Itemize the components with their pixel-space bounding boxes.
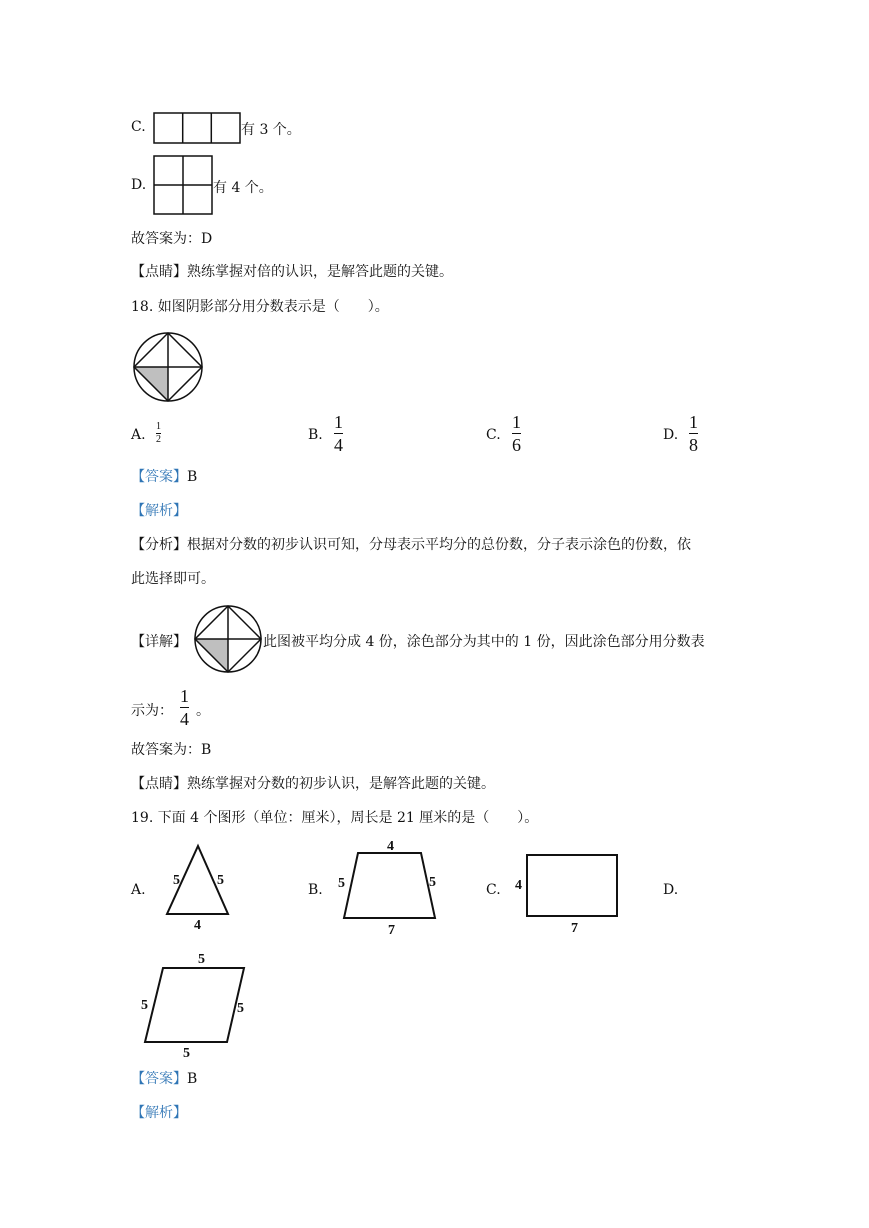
q18-comment: 【点睛】熟练掌握对分数的初步认识，是解答此题的关键。 — [131, 776, 495, 792]
q18-analysis-tag: 【解析】 — [131, 503, 187, 519]
trapezoid-top-side: 4 — [387, 839, 394, 854]
fraction-denominator: 2 — [156, 434, 161, 445]
rectangle-left-side: 4 — [515, 878, 522, 893]
q18-final-answer: 故答案为：B — [131, 742, 212, 758]
parallelogram-top-side: 5 — [198, 952, 205, 967]
q18-analysis-line1: 【分析】根据对分数的初步认识可知，分母表示平均分的总份数，分子表示涂色的份数，依 — [131, 537, 691, 553]
q18-detail-tag: 【详解】 — [131, 634, 187, 650]
option-d-text: 有 4 个。 — [213, 180, 273, 196]
q18-option-d-fraction — [689, 413, 698, 454]
q19-analysis-tag: 【解析】 — [131, 1105, 187, 1121]
rectangle-figure — [512, 852, 622, 936]
trapezoid-left-side: 5 — [338, 876, 345, 891]
q19-option-c-label: C. — [486, 882, 501, 898]
fraction-numerator: 1 — [689, 412, 698, 432]
option-c-label: C. — [131, 119, 146, 135]
parallelogram-right-side: 5 — [237, 1001, 244, 1016]
answer-tag: 【答案】 — [131, 469, 187, 485]
fraction-denominator: 8 — [689, 435, 698, 455]
fraction-denominator: 4 — [334, 435, 343, 455]
q18-detail-text: 此图被平均分成 4 份，涂色部分为其中的 1 份，因此涂色部分用分数表 — [263, 634, 705, 650]
q19-option-a-label: A. — [131, 882, 146, 898]
fraction-numerator: 1 — [334, 412, 343, 432]
q19-option-b-label: B. — [308, 882, 323, 898]
q17-comment: 【点睛】熟练掌握对倍的认识，是解答此题的关键。 — [131, 264, 453, 280]
parallelogram-bottom-side: 5 — [183, 1046, 190, 1061]
answer-value: B — [187, 1071, 198, 1087]
fraction-numerator: 1 — [512, 412, 521, 432]
q18-option-c-label: C. — [486, 427, 501, 443]
q18-option-c-fraction — [512, 413, 521, 454]
q18-option-d-label: D. — [663, 427, 679, 443]
triangle-left-side: 5 — [173, 873, 180, 888]
q18-stem: 18. 如图阴影部分用分数表示是（ ）。 — [131, 299, 389, 315]
q18-analysis-line2: 此选择即可。 — [131, 571, 215, 587]
three-squares-figure — [153, 112, 241, 144]
option-d-label: D. — [131, 177, 147, 193]
q19-option-d-label: D. — [663, 882, 679, 898]
q18-detail-line2: 示为： — [131, 703, 173, 719]
q18-option-b-fraction — [334, 413, 343, 454]
q18-detail-fraction — [180, 687, 189, 728]
triangle-right-side: 5 — [217, 873, 224, 888]
trapezoid-right-side: 5 — [429, 875, 436, 890]
q18-option-a-fraction — [156, 422, 161, 445]
fraction-denominator: 4 — [180, 709, 189, 729]
answer-value: B — [187, 469, 198, 485]
rectangle-bottom-side: 7 — [571, 921, 578, 936]
option-c-text: 有 3 个。 — [241, 122, 301, 138]
trapezoid-bottom-side: 7 — [388, 923, 395, 938]
four-squares-figure — [153, 155, 213, 215]
fraction-denominator: 6 — [512, 435, 521, 455]
answer-tag: 【答案】 — [131, 1071, 187, 1087]
q19-stem: 19. 下面 4 个图形（单位：厘米），周长是 21 厘米的是（ ）。 — [131, 810, 539, 826]
q17-final-answer: 故答案为：D — [131, 231, 213, 247]
triangle-figure — [160, 840, 240, 935]
fraction-numerator: 1 — [180, 686, 189, 706]
q18-option-a-label: A. — [131, 427, 146, 443]
q19-answer — [131, 1068, 197, 1088]
q18-option-b-label: B. — [308, 427, 323, 443]
q18-detail-circle-figure — [193, 604, 263, 674]
trapezoid-figure — [334, 836, 446, 938]
q18-circle-figure — [132, 331, 204, 403]
q18-detail-end: 。 — [196, 703, 210, 719]
parallelogram-left-side: 5 — [141, 998, 148, 1013]
fraction-numerator: 1 — [156, 421, 161, 432]
parallelogram-figure — [138, 949, 253, 1061]
q18-answer — [131, 466, 197, 486]
triangle-bottom-side: 4 — [194, 918, 201, 933]
